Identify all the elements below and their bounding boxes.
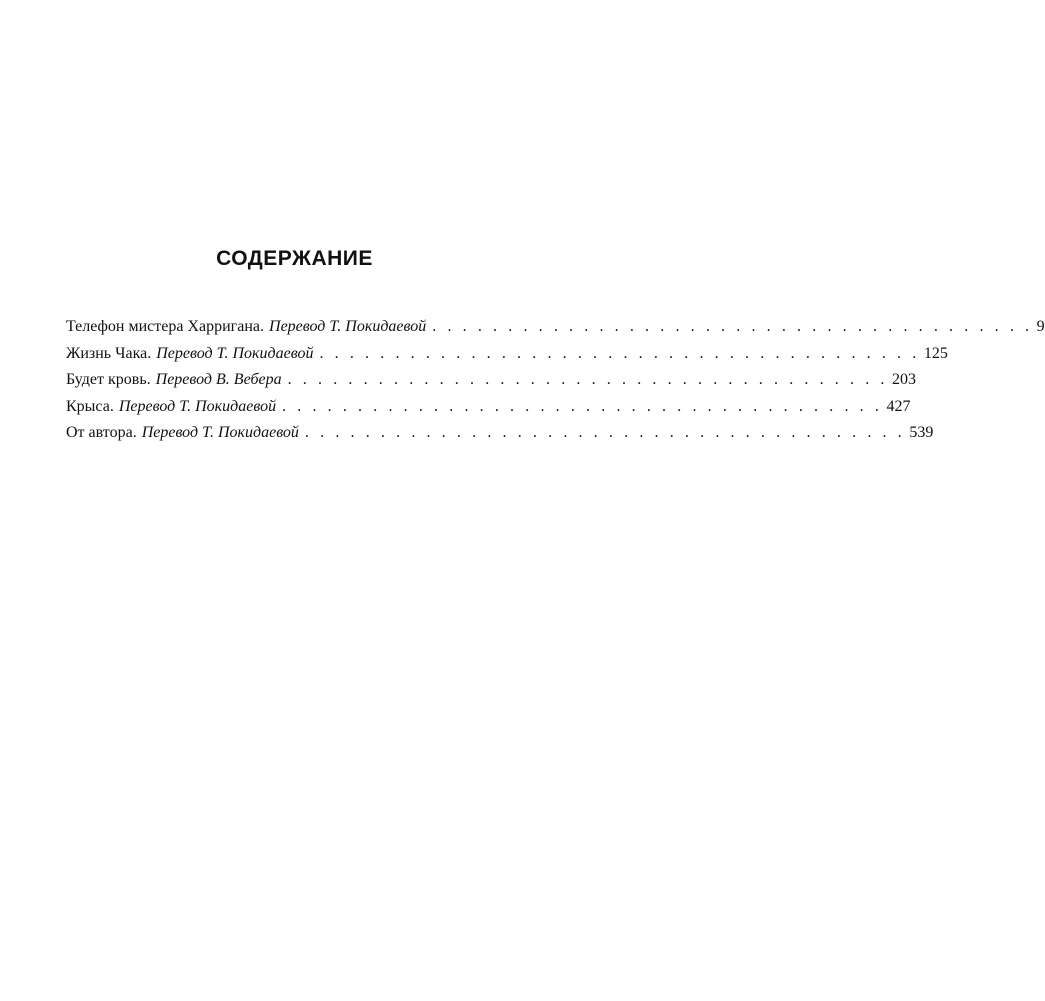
translator-credit: Перевод Т. Покидаевой bbox=[156, 344, 314, 362]
toc-entry bbox=[66, 341, 948, 368]
page-number: 125 bbox=[923, 344, 948, 362]
dot-leader: . . . . . . . . . . . . . . . . . . . . . . . . . . . . . . . . . . . . . . . . bbox=[282, 397, 883, 415]
translator-credit: Перевод Т. Покидаевой bbox=[269, 318, 427, 335]
translator-credit: Перевод Т. Покидаевой bbox=[141, 424, 299, 441]
page-number: 203 bbox=[892, 371, 917, 388]
page-number: 427 bbox=[886, 397, 911, 415]
story-title: Жизнь Чака. bbox=[66, 344, 152, 362]
translator-credit: Перевод В. Вебера bbox=[155, 371, 282, 388]
translator-credit: Перевод Т. Покидаевой bbox=[118, 397, 277, 415]
toc-entry bbox=[66, 394, 911, 421]
toc-entry bbox=[66, 314, 1045, 341]
table-of-contents bbox=[66, 314, 1045, 447]
dot-leader: . . . . . . . . . . . . . . . . . . . . . . . . . . . . . . . . . . . . . . . . bbox=[319, 344, 920, 362]
story-title: От автора. bbox=[66, 424, 137, 441]
dot-leader: . . . . . . . . . . . . . . . . . . . . . . . . . . . . . . . . . . . . . . . . bbox=[432, 318, 1033, 335]
story-title: Будет кровь. bbox=[66, 371, 151, 388]
story-title: Крыса. bbox=[66, 397, 114, 415]
page-number: 539 bbox=[909, 424, 934, 441]
dot-leader: . . . . . . . . . . . . . . . . . . . . . . . . . . . . . . . . . . . . . . . . bbox=[287, 371, 889, 388]
page-number: 9 bbox=[1036, 318, 1045, 335]
story-title: Телефон мистера Харригана. bbox=[66, 318, 265, 335]
dot-leader: . . . . . . . . . . . . . . . . . . . . . . . . . . . . . . . . . . . . . . . . bbox=[304, 424, 906, 441]
toc-entry bbox=[66, 420, 934, 447]
toc-entry bbox=[66, 367, 917, 394]
contents-heading: СОДЕРЖАНИЕ bbox=[216, 247, 373, 270]
